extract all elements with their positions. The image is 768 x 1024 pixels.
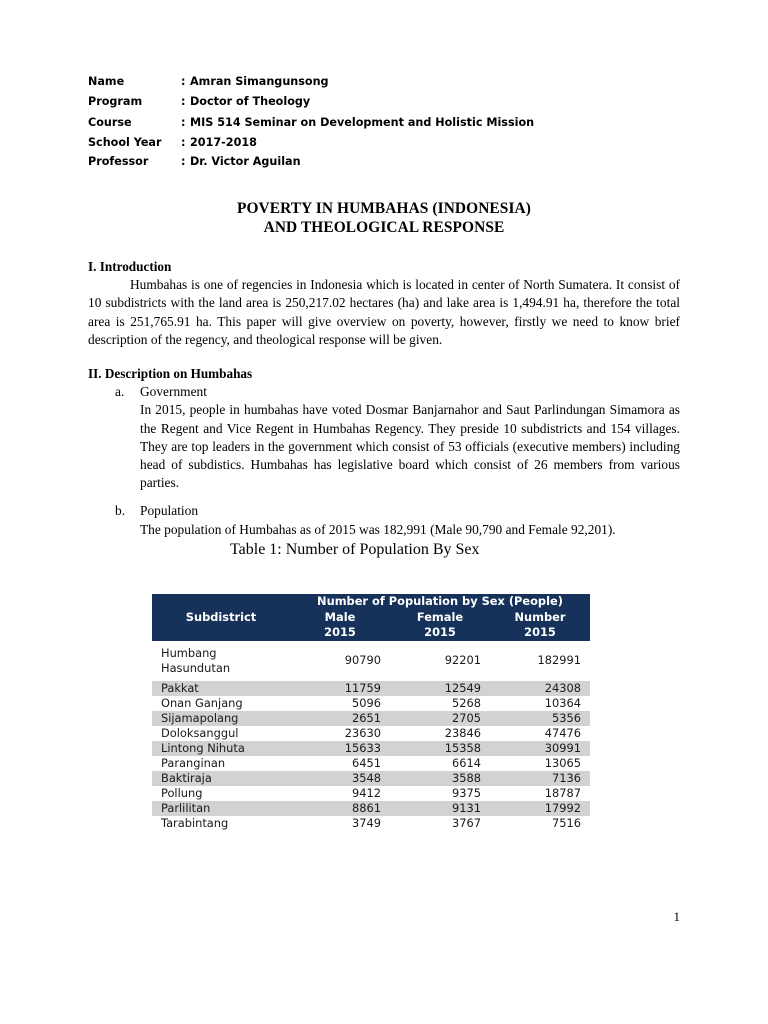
table-row <box>152 681 590 696</box>
meta-colon-school-year: : <box>181 136 186 150</box>
table-row <box>152 696 590 711</box>
meta-label-school-year: School Year <box>88 136 162 150</box>
meta-value-course: MIS 514 Seminar on Development and Holistic Mission <box>190 115 535 129</box>
table-cell-number: 7136 <box>552 770 581 785</box>
section-heading-introduction: I. Introduction <box>88 259 172 274</box>
table-cell-female: 15358 <box>444 740 481 755</box>
table-cell-subdistrict: Sijamapolang <box>161 710 239 725</box>
table-cell-subdistrict: Baktiraja <box>161 770 212 785</box>
table-cell-subdistrict: Onan Ganjang <box>161 695 243 710</box>
table-cell-number: 24308 <box>544 680 581 695</box>
meta-colon-course: : <box>181 115 186 129</box>
table-cell-number: 30991 <box>544 740 581 755</box>
table-cell-male: 5096 <box>352 695 381 710</box>
table-header-group: Number of Population by Sex (People) <box>290 594 590 610</box>
section-paragraph-introduction: Humbahas is one of regencies in Indonesia which is located in center of North Sumatera. It consist of 10 subdistricts with the land area is 250,217.02 hectares (ha) and lake area is 1,494.91 ha, therefore the total area is 251,765.91 ha. This paper will give overview on poverty, however, firstly we need to know brief description of the regency, and theological response will be given. <box>88 277 680 347</box>
table-header-male-year: 2015 <box>324 625 356 639</box>
table-row <box>152 741 590 756</box>
meta-row-professor <box>88 155 688 174</box>
table-cell-subdistrict: Tarabintang <box>161 815 229 830</box>
table-cell-subdistrict: Paranginan <box>161 755 226 770</box>
table-cell-female: 9131 <box>452 800 481 815</box>
table-row <box>152 771 590 786</box>
population-table-body <box>152 641 590 831</box>
population-table-container <box>152 594 590 831</box>
table-cell-male: 8861 <box>352 800 381 815</box>
table-header-number-label: Number <box>514 609 566 624</box>
table-cell-number: 10364 <box>544 695 581 710</box>
spacer-between-list-items <box>88 492 680 502</box>
table-cell-male: 15633 <box>344 740 381 755</box>
table-header-male <box>290 610 390 641</box>
meta-value-professor: Dr. Victor Aguilan <box>190 154 301 168</box>
page-title-line-2: AND THEOLOGICAL RESPONSE <box>263 218 505 236</box>
meta-label-program: Program <box>88 95 143 109</box>
table-cell-female: 12549 <box>444 680 481 695</box>
table-cell-female: 3588 <box>452 770 481 785</box>
table-row <box>152 756 590 771</box>
meta-row-school-year <box>88 136 688 155</box>
table-cell-male: 3749 <box>352 815 381 830</box>
list-item-title-government: Government <box>140 384 207 400</box>
meta-row-course <box>88 116 688 136</box>
meta-row-program <box>88 95 688 115</box>
population-table <box>152 594 590 831</box>
table-cell-female: 5268 <box>452 695 481 710</box>
table-cell-number: 17992 <box>544 800 581 815</box>
meta-value-name: Amran Simangunsong <box>190 75 329 88</box>
table-header-subdistrict: Subdistrict <box>152 594 290 641</box>
list-marker-a: a. <box>115 384 125 400</box>
document-meta-block <box>88 75 688 173</box>
table-cell-female: 3767 <box>452 815 481 830</box>
table-cell-number: 13065 <box>544 755 581 770</box>
table-cell-male: 6451 <box>352 755 381 770</box>
table-cell-number: 182991 <box>537 653 581 667</box>
table-cell-subdistrict-line-2: Hasundutan <box>161 660 231 675</box>
list-item-paragraph-population: The population of Humbahas as of 2015 was 182,991 (Male 90,790 and Female 92,201). <box>140 521 616 537</box>
meta-colon-name: : <box>181 75 186 88</box>
table-header-row-group <box>152 594 590 610</box>
table-cell-subdistrict: Lintong Nihuta <box>161 740 245 755</box>
table-header-female <box>390 610 490 641</box>
meta-row-name <box>88 75 688 95</box>
table-cell-subdistrict: Pollung <box>161 785 203 800</box>
table-row <box>152 786 590 801</box>
document-body <box>88 258 680 561</box>
list-marker-b: b. <box>115 503 126 519</box>
meta-label-professor: Professor <box>88 154 149 168</box>
table-cell-male: 23630 <box>344 725 381 740</box>
table-cell-number: 5356 <box>552 710 581 725</box>
meta-label-name: Name <box>88 75 125 88</box>
table-row <box>152 726 590 741</box>
table-cell-male: 2651 <box>352 710 381 725</box>
table-cell-subdistrict <box>152 641 290 681</box>
table-header-male-label: Male <box>324 609 356 624</box>
table-header-number <box>490 610 590 641</box>
table-cell-female: 23846 <box>444 725 481 740</box>
table-row <box>152 711 590 726</box>
table-caption: Table 1: Number of Population By Sex <box>230 540 480 558</box>
table-cell-subdistrict-line-1: Humbang <box>161 645 217 660</box>
table-header-number-year: 2015 <box>524 625 556 639</box>
meta-colon-program: : <box>181 95 186 109</box>
page-number: 1 <box>673 909 680 924</box>
meta-value-school-year: 2017-2018 <box>190 136 257 150</box>
table-cell-male: 11759 <box>344 680 381 695</box>
table-cell-male: 9412 <box>352 785 381 800</box>
table-cell-male: 3548 <box>352 770 381 785</box>
table-cell-subdistrict: Pakkat <box>161 680 199 695</box>
table-row <box>152 801 590 816</box>
table-row <box>152 816 590 831</box>
list-item-paragraph-government: In 2015, people in humbahas have voted Dosmar Banjarnahor and Saut Parlindungan Simamora as the Regent and Vice Regent in Humbahas Regency. They preside 10 subdistricts and 154 villages. They are top leaders in the government which consist of 53 officials (executive members) including head of subdistics. Humbahas has legislative board which consist of 26 members from various parties. <box>140 402 680 491</box>
table-row <box>152 641 590 681</box>
table-cell-subdistrict: Doloksanggul <box>161 725 239 740</box>
list-item-population <box>88 502 680 560</box>
page-title <box>88 200 680 237</box>
population-table-head <box>152 594 590 641</box>
table-cell-male: 90790 <box>344 653 381 667</box>
table-header-female-year: 2015 <box>424 625 456 639</box>
meta-value-program: Doctor of Theology <box>190 95 311 109</box>
table-cell-female: 6614 <box>452 755 481 770</box>
table-cell-number: 47476 <box>544 725 581 740</box>
section-heading-description: II. Description on Humbahas <box>88 366 253 382</box>
spacer-after-introduction <box>88 349 680 365</box>
table-cell-female: 2705 <box>452 710 481 725</box>
page-title-line-1: POVERTY IN HUMBAHAS (INDONESIA) <box>236 200 531 217</box>
table-header-female-label: Female <box>416 609 464 624</box>
meta-label-course: Course <box>88 115 132 129</box>
list-item-government <box>88 383 680 492</box>
meta-colon-professor: : <box>181 154 186 168</box>
table-cell-subdistrict: Parlilitan <box>161 800 211 815</box>
table-cell-number: 7516 <box>552 815 581 830</box>
table-cell-female: 92201 <box>444 653 481 667</box>
table-cell-number: 18787 <box>544 785 581 800</box>
list-item-title-population: Population <box>140 503 199 519</box>
table-cell-female: 9375 <box>452 785 481 800</box>
